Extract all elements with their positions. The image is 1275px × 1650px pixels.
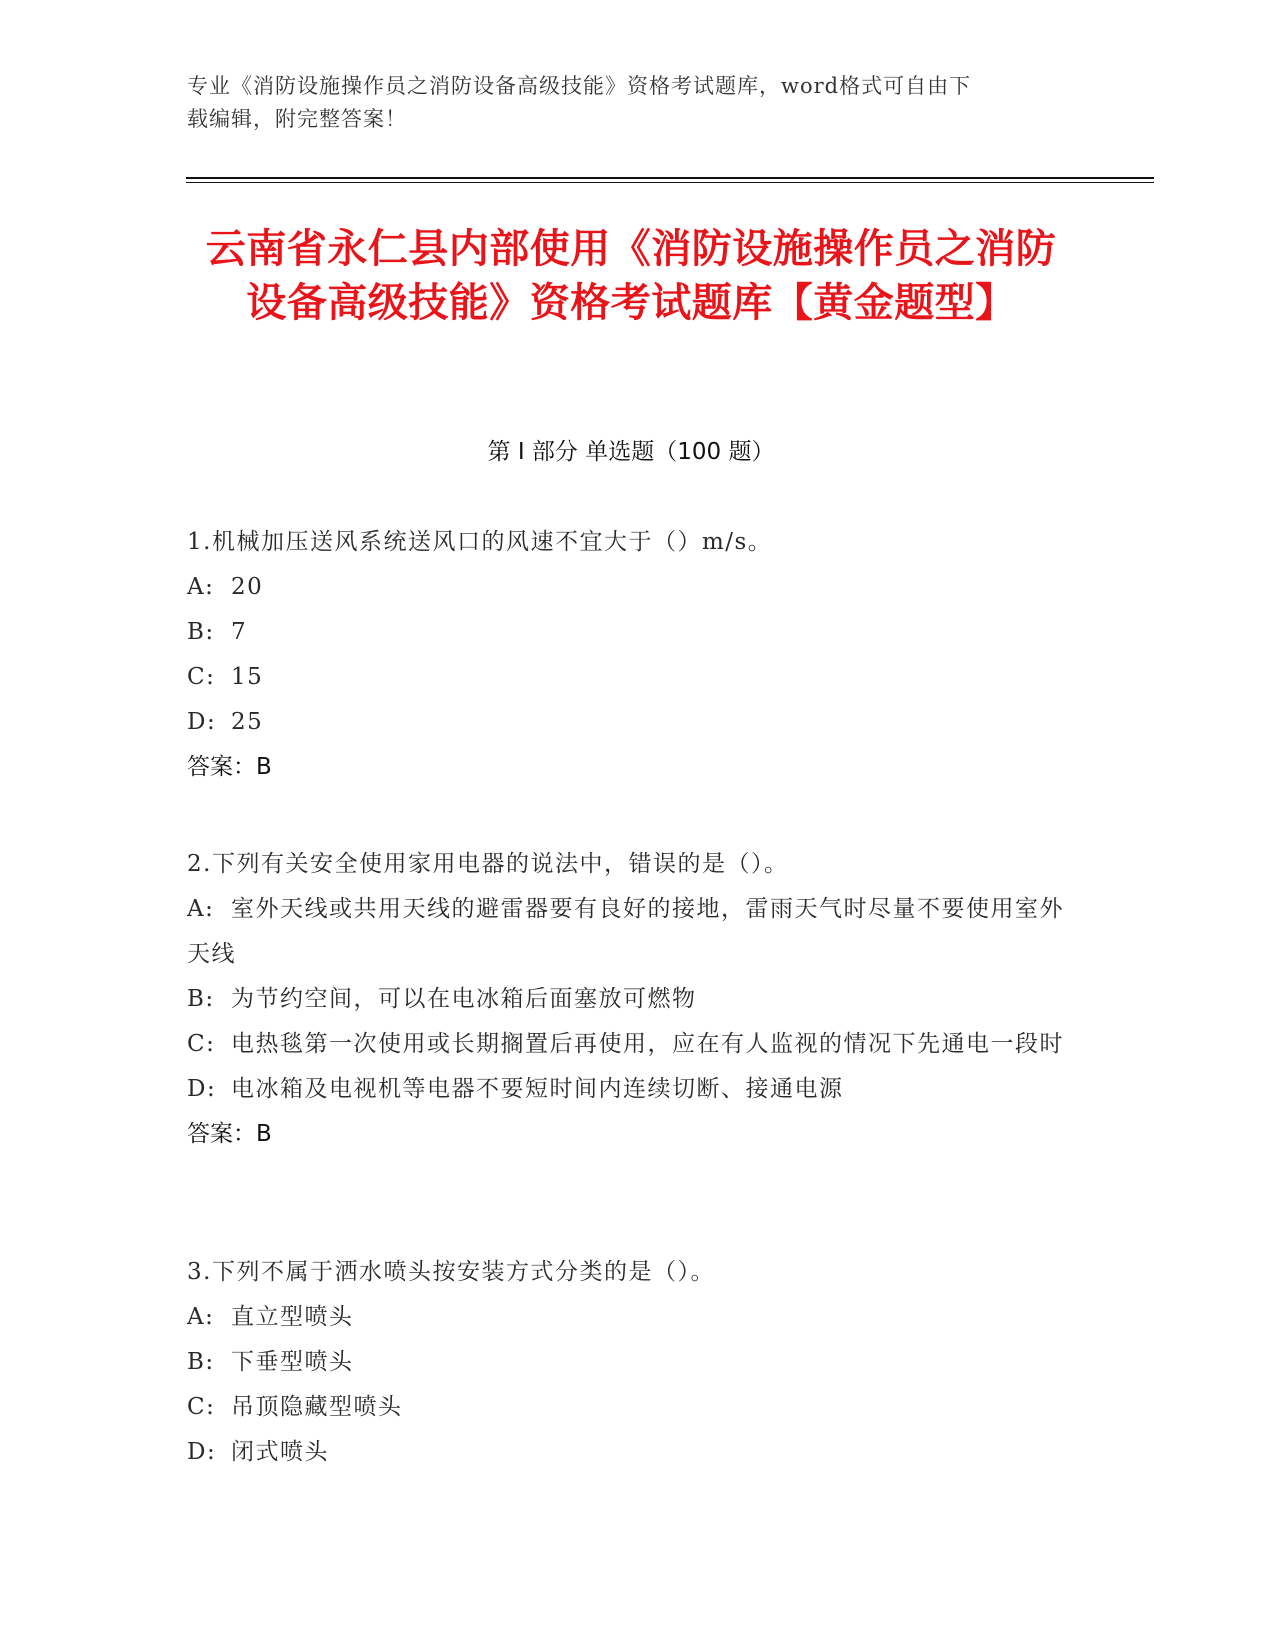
option-letter: C: [187,1031,216,1057]
question-block [187,1250,1077,1475]
intro-line: 载编辑，附完整答案！ [187,107,407,131]
option-text: 7 [231,619,248,645]
option-text: 为节约空间，可以在电冰箱后面塞放可燃物 [231,986,697,1012]
intro-line: 专业《消防设施操作员之消防设备高级技能》资格考试题库，word格式可自由下 [187,74,972,98]
section-heading: 第 I 部分 单选题（100 题） [487,439,775,465]
question-stem: 1.机械加压送风系统送风口的风速不宜大于（）m/s。 [187,529,773,555]
option-letter: D: [187,1439,217,1465]
option-b [187,1340,1077,1385]
option-letter: A: [187,574,215,600]
question-stem: 2.下列有关安全使用家用电器的说法中，错误的是（）。 [187,851,789,877]
option-text: 电冰箱及电视机等电器不要短时间内连续切断、接通电源 [231,1076,844,1102]
option-letter: C: [187,664,216,690]
option-b [187,610,1077,655]
option-text: 15 [231,664,264,690]
option-c [187,655,1077,700]
option-text: 下垂型喷头 [231,1349,354,1375]
option-a [187,887,1077,977]
option-letter: D: [187,709,217,735]
document-title: 云南省永仁县内部使用《消防设施操作员之消防设备高级技能》资格考试题库【黄金题型】 [205,226,1057,326]
question-block [187,520,1077,790]
option-text: 直立型喷头 [231,1304,354,1330]
question-block [187,842,1077,1157]
option-a [187,1295,1077,1340]
option-c [187,1022,1077,1067]
option-d [187,1067,1077,1112]
header-divider [186,177,1154,179]
option-letter: D: [187,1076,217,1102]
option-d [187,700,1077,745]
option-letter: B: [187,1349,215,1375]
option-text: 闭式喷头 [231,1439,329,1465]
option-text: 25 [231,709,264,735]
option-text: 吊顶隐藏型喷头 [231,1394,403,1420]
option-text: 20 [231,574,264,600]
option-letter: A: [187,1304,215,1330]
answer-line: 答案：B [187,754,272,780]
option-text: 电热毯第一次使用或长期搁置后再使用，应在有人监视的情况下先通电一段时 [231,1031,1064,1057]
option-letter: B: [187,986,215,1012]
option-letter: B: [187,619,215,645]
document-intro [187,70,1067,136]
option-letter: C: [187,1394,216,1420]
option-b [187,977,1077,1022]
question-stem: 3.下列不属于洒水喷头按安装方式分类的是（）。 [187,1259,715,1285]
option-text: 室外天线或共用天线的避雷器要有良好的接地，雷雨天气时尽量不要使用室外天线 [187,896,1064,967]
option-c [187,1385,1077,1430]
option-letter: A: [187,896,215,922]
answer-line: 答案：B [187,1121,272,1147]
header-divider-thin [186,182,1154,183]
option-a [187,565,1077,610]
option-d [187,1430,1077,1475]
